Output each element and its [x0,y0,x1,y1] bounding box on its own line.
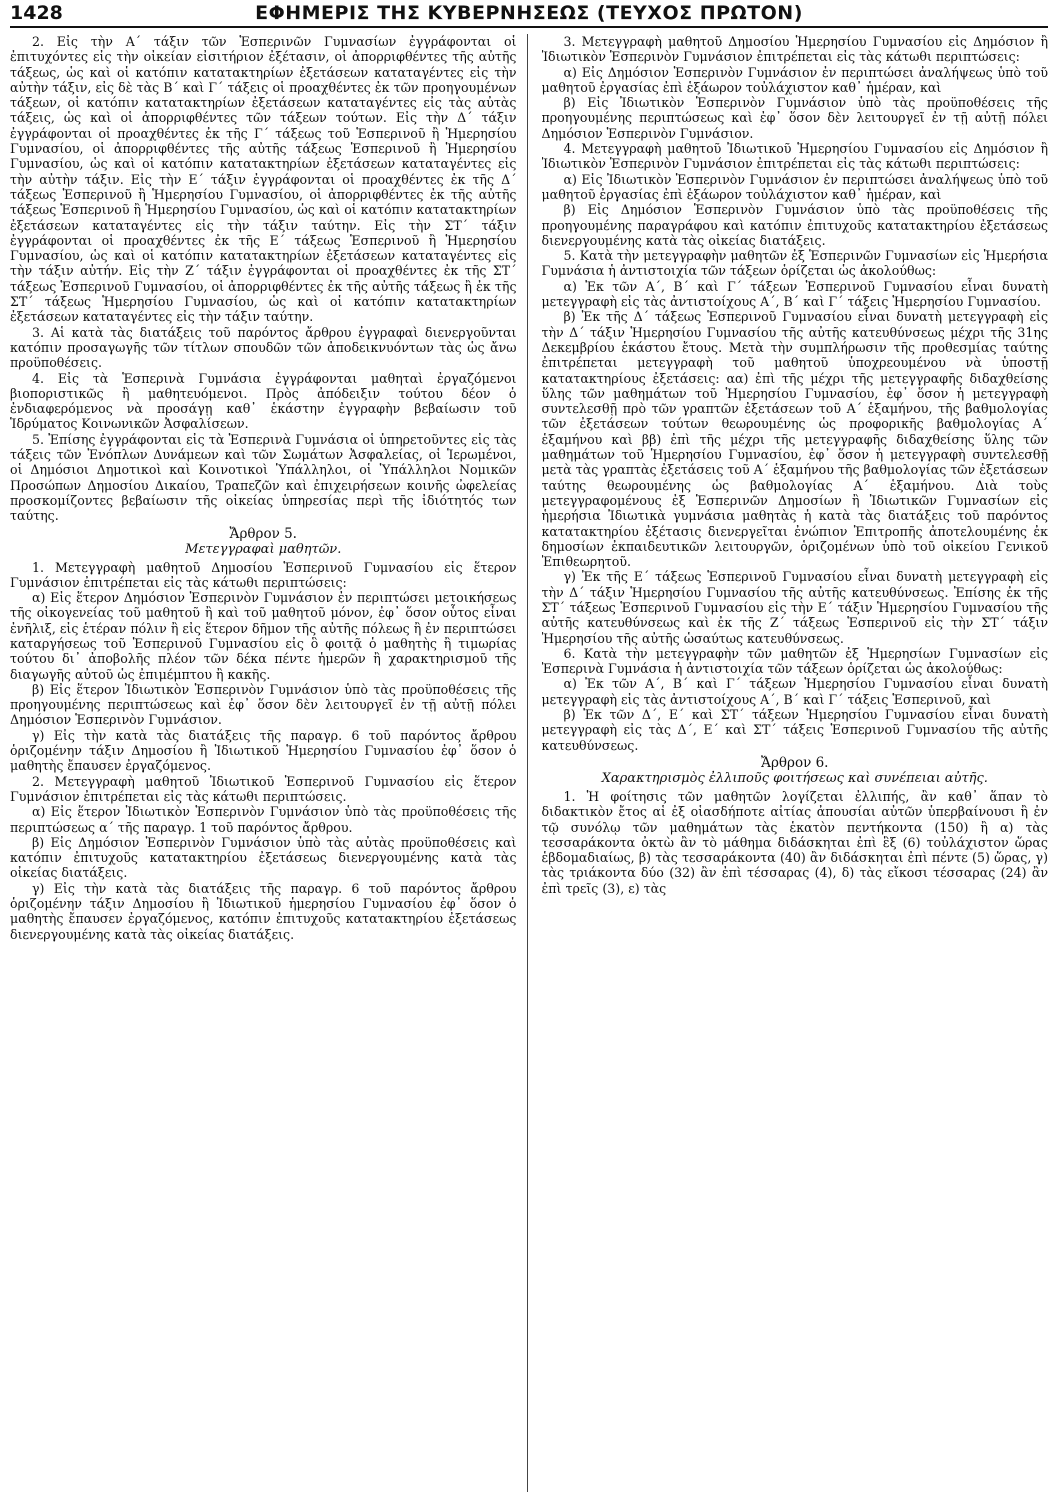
paragraph: γ) Ἐκ τῆς Ε΄ τάξεως Ἑσπερινοῦ Γυμνασίου εἶναι δυνατὴ μετεγγραφὴ εἰς τὴν Δ΄ τάξιν Ἡμερησίου Γυμνασίου τῆς αὐτῆς κατευθύνσεως. Ἐπίσης ἐκ τῆς ΣΤ΄ τάξεως Ἑσπερινοῦ Γυμνασίου εἰς τὴν Ε΄ τάξιν Ἡμερησίου Γυμνασίου τῆς αὐτῆς κατευθύνσεως καὶ ἐκ τῆς Ζ΄ τάξεως Ἑσπερινοῦ εἰς τὴν ΣΤ΄ τάξιν Ἡμερησίου τῆς αὐτῆς ὡσαύτως κατευθύνσεως. [541,569,1048,646]
paragraph: 3. Αἱ κατὰ τὰς διατάξεις τοῦ παρόντος ἄρθρου ἐγγραφαὶ διενεργοῦνται κατόπιν προσαγωγῆς τῶν τίτλων σπουδῶν τῶν ἀποδεικνυόντων τὰς ὡς ἄνω προϋποθέσεις. [10,324,517,371]
paragraph: β) Εἰς Ἰδιωτικὸν Ἑσπερινὸν Γυμνάσιον ὑπὸ τὰς προϋποθέσεις τῆς προηγουμένης περιπτώσεως καὶ ἐφ᾽ ὅσον δὲν λειτουργεῖ ἐν τῇ αὐτῇ πόλει Δημόσιον Ἑσπερινὸν Γυμνάσιον. [541,95,1048,141]
paragraph: 3. Μετεγγραφὴ μαθητοῦ Δημοσίου Ἡμερησίου Γυμνασίου εἰς Δημόσιον ἢ Ἰδιωτικὸν Ἑσπερινὸν Γυμνάσιον ἐπιτρέπεται εἰς τὰς κάτωθι περιπτώσεις: [541,34,1048,65]
paragraph: β) Εἰς ἕτερον Ἰδιωτικὸν Ἑσπερινὸν Γυμνάσιον ὑπὸ τὰς προϋποθέσεις τῆς προηγουμένης περιπτώσεως καὶ ἐφ᾽ ὅσον δὲν λειτουργεῖ ἐν τῇ αὐτῇ πόλει Δημόσιον Ἑσπερινὸν Γυμνάσιον. [10,681,517,728]
paragraph: 6. Κατὰ τὴν μετεγγραφὴν τῶν μαθητῶν ἐξ Ἡμερησίων Γυμνασίων εἰς Ἑσπερινὰ Γυμνάσια ἡ ἀντιστοιχία τῶν τάξεων ὁρίζεται ὡς ἀκολούθως: [541,645,1048,677]
text-columns [10,34,1048,1492]
page-number: 1428 [10,2,63,24]
paragraph: 2. Εἰς τὴν Α΄ τάξιν τῶν Ἑσπερινῶν Γυμνασίων ἐγγράφονται οἱ ἐπιτυχόντες εἰς τὴν οἰκείαν εἰσιτήριον ἐξέτασιν, οἱ ἀπορριφθέντες τῆς αὐτῆς τάξεως, ὡς καὶ οἱ κατόπιν κατατακτηρίων ἐξετάσεων καταταγέντες εἰς τὴν αὐτὴν τάξιν, εἰς δὲ τὰς Β΄ καὶ Γ΄ τάξεις οἱ προαχθέντες ἐκ τῶν προηγουμένων τάξεων, οἱ κατόπιν κατατακτηρίων ἐξετάσεων καταταγέντες εἰς τὰς αὐτὰς τάξεις, ὡς καὶ οἱ ἀπορριφθέντες τῶν τάξεων τούτων. Εἰς τὴν Δ΄ τάξιν ἐγγράφονται οἱ προαχθέντες ἐκ τῆς Γ΄ τάξεως τοῦ Ἑσπερινοῦ ἢ Ἡμερησίου Γυμνασίου, οἱ ἀπορριφθέντες τῆς αὐτῆς τάξεως Ἑσπερινοῦ ἢ Ἡμερησίου Γυμνασίου, ὡς καὶ οἱ κατόπιν κατατακτηρίων ἐξετάσεων καταταγέντες εἰς τὴν αὐτὴν τάξιν. Εἰς τὴν Ε΄ τάξιν ἐγγράφονται οἱ προαχθέντες ἐκ τῆς Δ΄ τάξεως Ἑσπερινοῦ ἢ Ἡμερησίου Γυμνασίου, οἱ ἀπορριφθέντες ἐκ τῆς αὐτῆς τάξεως Ἑσπερινοῦ ἢ Ἡμερησίου Γυμνασίου, ὡς καὶ οἱ κατόπιν κατατακτηρίων ἐξετάσεων καταταγέντες εἰς τὴν τάξιν ταύτην. Εἰς τὴν ΣΤ΄ τάξιν ἐγγράφονται οἱ προαχθέντες ἐκ τῆς Ε΄ τάξεως Ἑσπερινοῦ ἢ Ἡμερησίου Γυμνασίου, ὡς καὶ οἱ κατόπιν κατατακτηρίων ἐξετάσεων καταταγέντες εἰς τὴν τάξιν αὐτήν. Εἰς τὴν Ζ΄ τάξιν ἐγγράφονται οἱ προαχθέντες ἐκ τῆς ΣΤ΄ τάξεως Ἑσπερινοῦ Γυμνασίου, οἱ ἀπορριφθέντες ἐκ τῆς αὐτῆς τάξεως ἢ ἐκ τῆς ΣΤ΄ τάξεως Ἡμερησίου Γυμνασίου, ὡς καὶ οἱ κατόπιν κατατακτηρίων ἐξετάσεων καταταγέντες εἰς τὴν τάξιν ταύτην. [10,34,517,325]
article-subheading: Χαρακτηρισμὸς ἐλλιποῦς φοιτήσεως καὶ συνέπειαι αὐτῆς. [601,770,988,786]
left-column [10,34,528,1492]
paragraph: 2. Μετεγγραφὴ μαθητοῦ Ἰδιωτικοῦ Ἑσπερινοῦ Γυμνασίου εἰς ἕτερον Γυμνάσιον ἐπιτρέπεται εἰς τὰς κάτωθι περιπτώσεις. [10,773,517,804]
paragraph: 4. Μετεγγραφὴ μαθητοῦ Ἰδιωτικοῦ Ἡμερησίου Γυμνασίου εἰς Δημόσιον ἢ Ἰδιωτικὸν Ἑσπερινὸν Γυμνάσιον ἐπιτρέπεται εἰς τὰς κάτωθι περιπτώσεις: [541,141,1048,172]
article-subheading: Μετεγγραφαὶ μαθητῶν. [185,541,342,557]
paragraph: β) Ἐκ τῶν Δ΄, Ε΄ καὶ ΣΤ΄ τάξεων Ἡμερησίου Γυμνασίου εἶναι δυνατὴ μετεγγραφὴ εἰς τὰς Δ΄, Ε΄ καὶ ΣΤ΄ τάξεις Ἑσπερινοῦ Γυμνασίου τῆς αὐτῆς κατευθύνσεως. [541,707,1048,753]
paragraph: γ) Εἰς τὴν κατὰ τὰς διατάξεις τῆς παραγρ. 6 τοῦ παρόντος ἄρθρου ὁριζομένην τάξιν Δημοσίου ἢ Ἰδιωτικοῦ Ἡμερησίου Γυμνασίου ἐφ᾽ ὅσον ὁ μαθητὴς ἔπαυσεν ἐργαζόμενος. [10,727,517,774]
paragraph: α) Εἰς ἕτερον Ἰδιωτικὸν Ἑσπερινὸν Γυμνάσιον ὑπὸ τὰς προϋποθέσεις τῆς περιπτώσεως α΄ τῆς παραγρ. 1 τοῦ παρόντος ἄρθρου. [10,804,517,835]
paragraph: 1. Ἡ φοίτησις τῶν μαθητῶν λογίζεται ἐλλιπής, ἂν καθ᾽ ἅπαν τὸ διδακτικὸν ἔτος αἱ ἐξ οἱασδήποτε αἰτίας ἀπουσίαι αὐτῶν ὑπερβαίνουσι ἢ ἐν τῷ συνόλῳ τῶν μαθημάτων τὰς ἑκατὸν πεντήκοντα (150) ἢ α) τὰς τεσσαράκοντα ὀκτὼ ἂν τὸ μάθημα διδάσκηται ἐπὶ ἓξ (6) τοὐλάχιστον ὥρας ἑβδομαδιαίως, β) τὰς τεσσαράκοντα (40) ἂν διδάσκηται ἐπὶ πέντε (5) ὥρας, γ) τὰς τριάκοντα δύο (32) ἂν ἐπὶ τέσσαρας (4), δ) τὰς εἴκοσι τέσσαρας (24) ἂν ἐπὶ τρεῖς (3), ε) τὰς [541,788,1048,896]
paragraph: 5. Ἐπίσης ἐγγράφονται εἰς τὰ Ἑσπερινὰ Γυμνάσια οἱ ὑπηρετοῦντες εἰς τὰς τάξεις τῶν Ἐνόπλων Δυνάμεων καὶ τῶν Σωμάτων Ἀσφαλείας, οἱ Ἱερωμένοι, οἱ Δημόσιοι Δημοτικοὶ καὶ Κοινοτικοὶ Ὑπάλληλοι, οἱ Ὑπάλληλοι Νομικῶν Προσώπων Δημοσίου Δικαίου, Τραπεζῶν καὶ ἐπιχειρήσεων κοινῆς ὠφελείας προσκομίζοντες βεβαίωσιν τῆς οἰκείας ὑπηρεσίας περὶ τῆς ἰδιότητός των ταύτης. [10,431,517,524]
paragraph: α) Ἐκ τῶν Α΄, Β΄ καὶ Γ΄ τάξεων Ἡμερησίου Γυμνασίου εἶναι δυνατὴ μετεγγραφὴ εἰς τὰς ἀντιστοίχους Α΄, Β΄ καὶ Γ΄ τάξεις Ἑσπερινοῦ, καὶ [541,676,1048,707]
paragraph: 5. Κατὰ τὴν μετεγγραφὴν μαθητῶν ἐξ Ἑσπερινῶν Γυμνασίων εἰς Ἡμερήσια Γυμνάσια ἡ ἀντιστοιχία τῶν τάξεων ὁρίζεται ὡς ἀκολούθως: [541,248,1048,279]
paragraph: 4. Εἰς τὰ Ἑσπερινὰ Γυμνάσια ἐγγράφονται μαθηταὶ ἐργαζόμενοι βιοποριστικῶς ἢ μαθητευόμενοι. Πρὸς ἀπόδειξιν τούτου δέον ὁ ἐνδιαφερόμενος νὰ προσάγῃ καθ᾽ ἑκάστην ἐγγραφὴν βεβαίωσιν τοῦ Ἱδρύματος Κοινωνικῶν Ἀσφαλίσεων. [10,370,517,432]
paragraph: 1. Μετεγγραφὴ μαθητοῦ Δημοσίου Ἑσπερινοῦ Γυμνασίου εἰς ἕτερον Γυμνάσιον ἐπιτρέπεται εἰς τὰς κάτωθι περιπτώσεις: [10,559,517,590]
page-header [10,0,1048,28]
paragraph: α) Εἰς Δημόσιον Ἑσπερινὸν Γυμνάσιον ἐν περιπτώσει ἀναλήψεως ὑπὸ τοῦ μαθητοῦ ἐργασίας ἐπὶ ἑξάωρον τοὐλάχιστον καθ᾽ ἡμέραν, καὶ [541,64,1048,95]
paragraph: β) Εἰς Δημόσιον Ἑσπερινὸν Γυμνάσιον ὑπὸ τὰς αὐτὰς προϋποθέσεις καὶ κατόπιν ἐπιτυχοῦς κατατακτηρίου ἐξετάσεως διενεργουμένης κατὰ τὰς οἰκείας διατάξεις. [10,834,517,881]
article-heading: Ἄρθρον 6. [761,754,829,771]
paragraph: β) Ἐκ τῆς Δ΄ τάξεως Ἑσπερινοῦ Γυμνασίου εἶναι δυνατὴ μετεγγραφὴ εἰς τὴν Δ΄ τάξιν Ἡμερησίου Γυμνασίου τῆς αὐτῆς κατευθύνσεως μέχρι τῆς 31ης Δεκεμβρίου ἑκάστου ἔτους. Μετὰ τὴν συμπλήρωσιν τῆς προθεσμίας ταύτης ἐπιτρέπεται μετεγγραφὴ τοῦ μαθητοῦ ὑποχρεουμένου νὰ ὑποστῇ κατατακτηρίους ἐξετάσεις: αα) ἐπὶ τῆς μέχρι τῆς μετεγγραφῆς διδαχθείσης ὕλης τῶν μαθημάτων τοῦ Ἡμερησίου Γυμνασίου, ἐφ᾽ ὅσον ἡ μετεγγραφὴ συντελεσθῇ πρὸ τῶν γραπτῶν ἐξετάσεων τοῦ Α΄ ἑξαμήνου, τῆς βαθμολογίας τῶν ἐξετάσεων τούτων θεωρουμένης ὡς προφορικῆς βαθμολογίας Α΄ ἑξαμήνου καὶ ββ) ἐπὶ τῆς μέχρι τῆς μετεγγραφῆς διδαχθείσης ὕλης τῶν μαθημάτων τοῦ Ἡμερησίου Γυμνασίου, ἐφ᾽ ὅσον ἡ μετεγγραφὴ συντελεσθῇ μετὰ τὰς γραπτὰς ἐξετάσεις τοῦ Α΄ ἑξαμήνου τῆς βαθμολογίας τῶν ἐξετάσεων ταύτης θεωρουμένης ὡς βαθμολογίας Α΄ ἑξαμήνου. Διὰ τοὺς μετεγγραφομένους ἐξ Ἑσπερινῶν Δημοσίων ἢ Ἰδιωτικῶν Γυμνασίων εἰς ἡμερήσια Ἰδιωτικὰ γυμνάσια μαθητὰς ἡ κατὰ τὰς διατάξεις τοῦ παρόντος κατατακτηρίου ἐξέτασις διενεργεῖται ἐνώπιον Ἐπιτροπῆς ἀποτελουμένης ἐκ δημοσίων ἐκπαιδευτικῶν λειτουργῶν, ὁριζομένων ὑπὸ τοῦ οἰκείου Γενικοῦ Ἐπιθεωρητοῦ. [541,309,1048,570]
paragraph: α) Εἰς ἕτερον Δημόσιον Ἑσπερινὸν Γυμνάσιον ἐν περιπτώσει μετοικήσεως τῆς οἰκογενείας τοῦ μαθητοῦ ἢ καὶ τοῦ μαθητοῦ μόνον, ἐφ᾽ ὅσον οὗτος εἶναι ἐνῆλιξ, εἰς ἑτέραν πόλιν ἢ εἰς ἕτερον δῆμον τῆς αὐτῆς πόλεως ἢ ἐν περιπτώσει καταργήσεως τοῦ Ἑσπερινοῦ Γυμνασίου εἰς ὃ φοιτᾷ ὁ μαθητὴς ἢ τιμωρίας τούτου δι᾽ ἀποβολῆς πλέον τῶν δέκα πέντε ἡμερῶν ἢ χαρακτηρισμοῦ τῆς διαγωγῆς αὐτοῦ ὡς ἐπιμέμπτου ἢ κακῆς. [10,590,517,682]
paragraph: α) Εἰς Ἰδιωτικὸν Ἑσπερινὸν Γυμνάσιον ἐν περιπτώσει ἀναλήψεως ὑπὸ τοῦ μαθητοῦ ἐργασίας ἐπὶ ἑξάωρον τοὐλάχιστον καθ᾽ ἡμέραν, καὶ [541,171,1048,202]
right-column [542,34,1049,1492]
paragraph: β) Εἰς Δημόσιον Ἑσπερινὸν Γυμνάσιον ὑπὸ τὰς προϋποθέσεις τῆς προηγουμένης παραγράφου καὶ κατόπιν ἐπιτυχοῦς κατατακτηρίου ἐξετάσεως διενεργουμένης κατὰ τὰς οἰκείας διατάξεις. [541,202,1048,248]
paragraph: γ) Εἰς τὴν κατὰ τὰς διατάξεις τῆς παραγρ. 6 τοῦ παρόντος ἄρθρου ὁριζομένην τάξιν Δημοσίου ἢ Ἰδιωτικοῦ ἡμερησίου Γυμνασίου ἐφ᾽ ὅσον ὁ μαθητὴς ἔπαυσεν ἐργαζόμενος, κατόπιν ἐπιτυχοῦς κατατακτηρίου ἐξετάσεως διενεργουμένης κατὰ τὰς οἰκείας διατάξεις. [10,880,517,942]
gazette-title: ΕΦΗΜΕΡΙΣ ΤΗΣ ΚΥΒΕΡΝΗΣΕΩΣ (ΤΕΥΧΟΣ ΠΡΩΤΟΝ) [255,2,803,24]
article-heading: Ἄρθρον 5. [229,525,297,542]
paragraph: α) Ἐκ τῶν Α΄, Β΄ καὶ Γ΄ τάξεων Ἑσπερινοῦ Γυμνασίου εἶναι δυνατὴ μετεγγραφὴ εἰς τὰς ἀντιστοίχους Α΄, Β΄ καὶ Γ΄ τάξεις Ἡμερησίου Γυμνασίου. [541,278,1048,310]
